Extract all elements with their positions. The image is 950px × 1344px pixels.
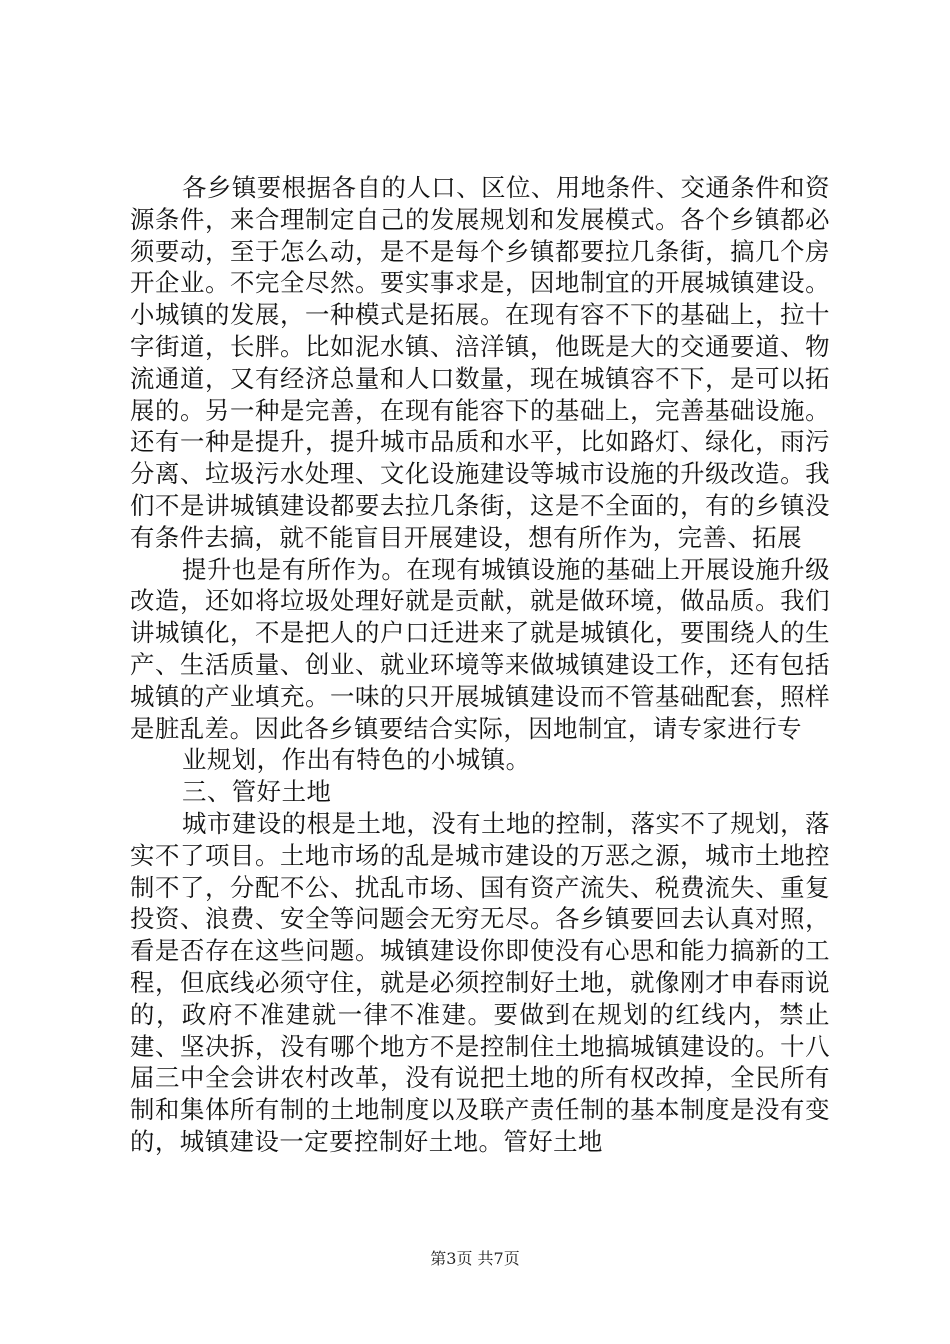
body-paragraph-2: 提升也是有所作为。在现有城镇设施的基础上开展设施升级改造，还如将垃圾处理好就是贡献，就是做环境，做品质。我们讲城镇化，不是把人的户口迁进来了就是城镇化，要围绕人的生产、生活质量、创业、就业环境等来做城镇建设工作，还有包括城镇的产业填充。一味的只开展城镇建设而不管基础配套，照样是脏乱差。因此各乡镇要结合实际，因地制宜，请专家进行专 (130, 554, 830, 743)
section-heading-3: 三、管好土地 (182, 777, 332, 807)
body-paragraph-4: 城市建设的根是土地，没有土地的控制，落实不了规划，落实不了项目。土地市场的乱是城市建设的万恶之源，城市土地控制不了，分配不公、扰乱市场、国有资产流失、税费流失、重复投资、浪费、安全等问题会无穷无尽。各乡镇要回去认真对照，看是否存在这些问题。城镇建设你即使没有心思和能力搞新的工程，但底线必须守住，就是必须控制好土地，就像刚才申春雨说的，政府不准建就一律不准建。要做到在规划的红线内，禁止建、坚决拆，没有哪个地方不是控制住土地搞城镇建设的。十八届三中全会讲农村改革，没有说把土地的所有权改掉，全民所有制和集体所有制的土地制度以及联产责任制的基本制度是没有变的，城镇建设一定要控制好土地。管好土地 (130, 808, 830, 1156)
body-paragraph-1: 各乡镇要根据各自的人口、区位、用地条件、交通条件和资源条件，来合理制定自己的发展规划和发展模式。各个乡镇都必须要动，至于怎么动，是不是每个乡镇都要拉几条街，搞几个房开企业。不完全尽然。要实事求是，因地制宜的开展城镇建设。小城镇的发展，一种模式是拓展。在现有容不下的基础上，拉十字街道，长胖。比如泥水镇、涪洋镇，他既是大的交通要道、物流通道，又有经济总量和人口数量，现在城镇容不下，是可以拓展的。另一种是完善，在现有能容下的基础上，完善基础设施。还有一种是提升，提升城市品质和水平，比如路灯、绿化，雨污分离、垃圾污水处理、文化设施建设等城市设施的升级改造。我们不是讲城镇建设都要去拉几条街，这是不全面的，有的乡镇没有条件去搞，就不能盲目开展建设，想有所作为，完善、拓展 (130, 173, 830, 552)
body-paragraph-3: 业规划，作出有特色的小城镇。 (182, 745, 531, 775)
document-body (130, 172, 830, 1158)
page-number-footer: 第3页 共7页 (430, 1249, 520, 1268)
